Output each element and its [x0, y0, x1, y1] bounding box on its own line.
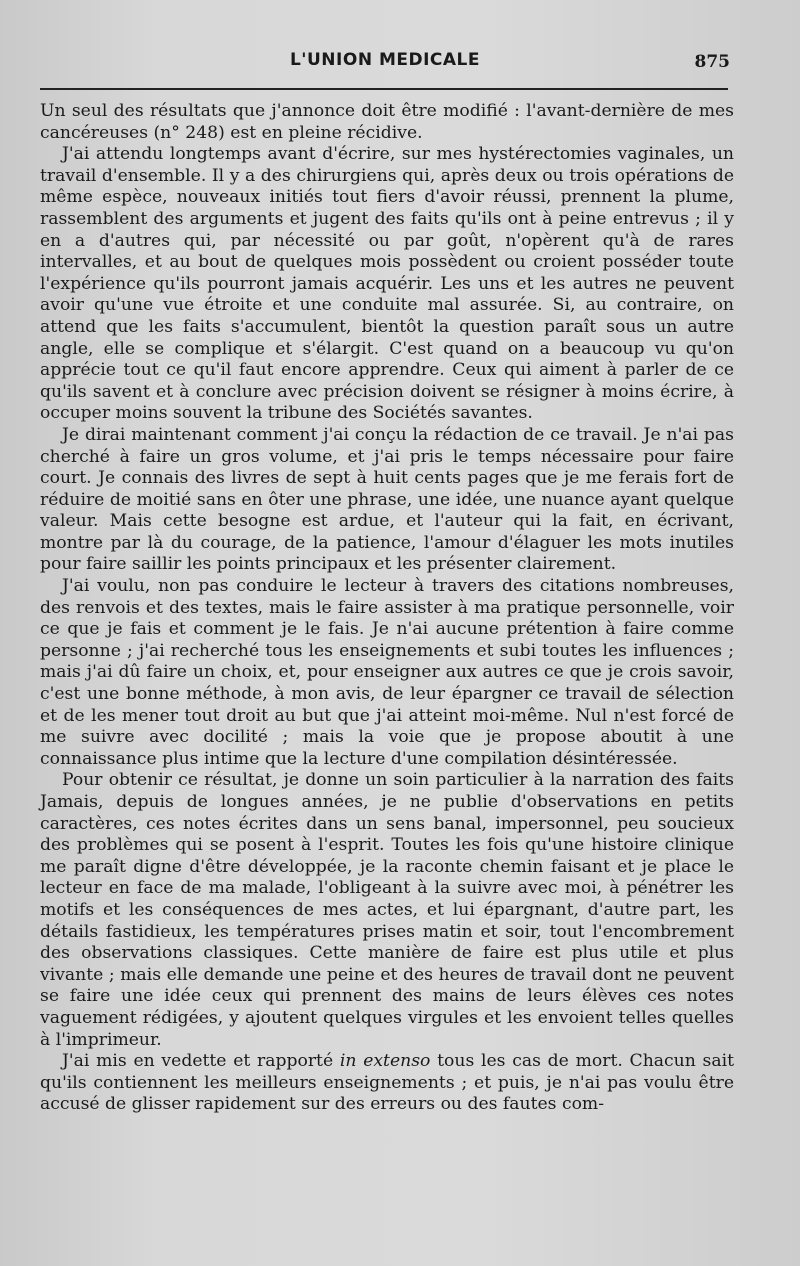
paragraph-text: tous les cas de mort. Chacun sait qu'ils contiennent les meilleurs enseignements ; et puis, je n'ai pas voulu être accusé de glisser rapidement sur des erreurs ou des fautes com- [40, 1051, 735, 1115]
header-rule [40, 88, 728, 90]
paragraph: J'ai voulu, non pas conduire le lecteur à travers des citations nombreuses, des renvois et des textes, mais le faire assister à ma pratique personnelle, voir ce que je fais et comment je le fais. Je n'ai aucune prétention à faire comme personne ; j'ai recherché tous les enseignements et subi toutes les influences ; mais j'ai dû faire un choix, et, pour enseigner aux autres ce que je crois savoir, c'est une bonne méthode, à mon avis, de leur épargner ce travail de sélection et de les mener tout droit au but que j'ai atteint moi-même. Nul n'est forcé de me suivre avec docilité ; mais la voie que je propose aboutit à une connaissance plus intime que la lecture d'une compilation désintéressée. [40, 576, 734, 769]
italic-phrase: in extenso [339, 1051, 431, 1072]
page-number: 875 [694, 52, 730, 72]
paragraph [40, 1051, 734, 1116]
paragraph: Pour obtenir ce résultat, je donne un soin particulier à la narration des faits Jamais, depuis de longues années, je ne publie d'observations en petits caractères, ces notes écrites dans un sens banal, impersonnel, peu soucieux des problèmes qui se posent à l'esprit. Toutes les fois qu'une histoire clinique me paraît digne d'être développée, je la raconte chemin faisant et je place le lecteur en face de ma malade, l'obligeant à la suivre avec moi, à pénétrer les motifs et les conséquences de mes actes, et lui épargnant, d'autre part, les détails fastidieux, les températures prises matin et soir, tout l'encombrement des observations classiques. Cette manière de faire est plus utile et plus vivante ; mais elle demande une peine et des heures de travail dont ne peuvent se faire une idée ceux qui prennent des mains de leurs élèves ces notes vaguement rédigées, y ajoutent quelques virgules et les envoient telles quelles à l'imprimeur. [40, 770, 734, 1050]
paragraph: Je dirai maintenant comment j'ai conçu la rédaction de ce travail. Je n'ai pas cherché à faire un gros volume, et j'ai pris le temps nécessaire pour faire court. Je connais des livres de sept à huit cents pages que je me ferais fort de réduire de moitié sans en ôter une phrase, une idée, une nuance ayant quelque valeur. Mais cette besogne est ardue, et l'auteur qui la fait, en écrivant, montre par là du courage, de la patience, l'amour d'élaguer les mots inutiles pour faire saillir les points principaux et les présenter clairement. [40, 424, 734, 575]
paragraph: Un seul des résultats que j'annonce doit être modifié : l'avant-dernière de mes cancéreuses (n° 248) est en pleine récidive. [40, 101, 734, 143]
paragraph: J'ai attendu longtemps avant d'écrire, sur mes hystérectomies vaginales, un travail d'ensemble. Il y a des chirurgiens qui, après deux ou trois opérations de même espèce, nouveaux initiés tout fiers d'avoir réussi, prennent la plume, rassemblent des arguments et jugent des faits qu'ils ont à peine entrevus ; il y en a d'autres qui, par nécessité ou par goût, n'opèrent qu'à de rares intervalles, et au bout de quelques mois possèdent ou croient posséder toute l'expérience qu'ils pourront jamais acquérir. Les uns et les autres ne peuvent avoir qu'une vue étroite et une conduite mal assurée. Si, au contraire, on attend que les faits s'accumulent, bientôt la question paraît sous un autre angle, elle se complique et s'élargit. C'est quand on a beaucoup vu qu'on apprécie tout ce qu'il faut encore apprendre. Ceux qui aiment à parler de ce qu'ils savent et à conclure avec précision doivent se résigner à moins écrire, à occuper moins souvent la tribune des Sociétés savantes. [40, 144, 734, 424]
page-header [40, 50, 730, 80]
paragraph-text: J'ai mis en vedette et rapporté [62, 1051, 340, 1072]
body-text [40, 101, 734, 1116]
running-title: L'UNION MEDICALE [289, 50, 481, 70]
